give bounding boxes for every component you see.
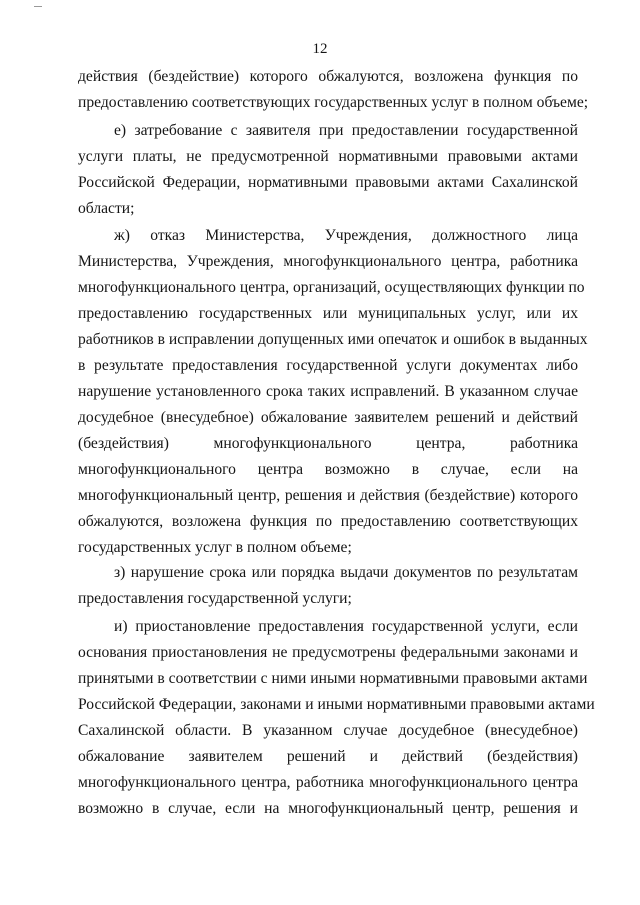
paragraph-item-z [78,560,578,612]
text-line: предоставлению государственных или муниципальных услуг, или их [78,305,578,322]
text-line: з) нарушение срока или порядка выдачи документов по результатам [114,564,578,581]
paragraph-continuation [78,64,589,116]
text-line: многофункциональный центр, решения и действия (бездействие) которого [78,487,578,504]
paragraph-item-zh [78,223,588,561]
text-line: е) затребование с заявителя при предоставлении государственной [114,122,578,139]
text-line: услуги платы, не предусмотренной нормативными правовыми актами [78,148,578,165]
text-line: предоставления государственной услуги; [78,590,352,607]
text-line: Российской Федерации, нормативными правовыми актами Сахалинской [78,174,578,191]
text-line: работников в исправлении допущенных ими опечаток и ошибок в выданных [78,331,588,348]
text-line: (бездействия) многофункционального центра, работника [78,435,578,452]
text-line: Российской Федерации, законами и иными нормативными правовыми актами [78,696,595,713]
paragraph-item-e [78,118,578,222]
scan-artifact [34,6,42,7]
text-line: предоставлению соответствующих государственных услуг в полном объеме; [78,94,589,111]
text-line: многофункционального центра, организаций, осуществляющих функции по [78,279,585,296]
text-line: основания приостановления не предусмотрены федеральными законами и [78,644,578,661]
paragraph-item-i [78,614,595,822]
text-line: в результате предоставления государственной услуги документах либо [78,357,578,374]
text-line: принятыми в соответствии с ними иными нормативными правовыми актами [78,670,588,687]
text-line: обжалование заявителем решений и действий (бездействия) [78,748,578,765]
text-line: ж) отказ Министерства, Учреждения, должностного лица [114,227,578,244]
page-number: 12 [312,41,328,57]
text-line: досудебное (внесудебное) обжалование заявителем решений и действий [78,409,578,426]
text-line: многофункционального центра возможно в случае, если на [78,461,578,478]
text-line: обжалуются, возложена функция по предоставлению соответствующих [78,513,578,530]
text-line: Министерства, Учреждения, многофункционального центра, работника [78,253,578,270]
text-line: государственных услуг в полном объеме; [78,539,352,556]
text-line: многофункционального центра, работника многофункционального центра [78,774,578,791]
text-line: и) приостановление предоставления государственной услуги, если [114,618,578,635]
text-line: возможно в случае, если на многофункциональный центр, решения и [78,800,578,817]
text-line: нарушение установленного срока таких исправлений. В указанном случае [78,383,578,400]
text-line: области; [78,200,135,217]
text-line: действия (бездействие) которого обжалуются, возложена функция по [78,68,578,85]
text-line: Сахалинской области. В указанном случае досудебное (внесудебное) [78,722,578,739]
